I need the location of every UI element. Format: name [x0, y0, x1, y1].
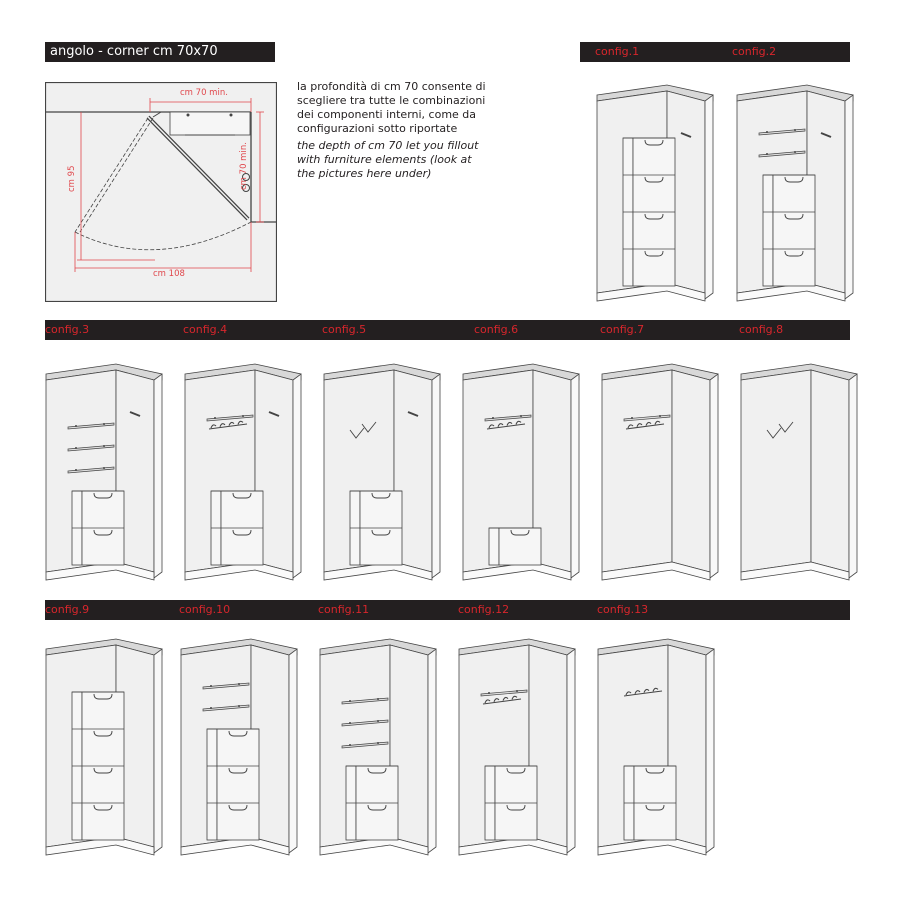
config-label: config.12 [458, 603, 510, 616]
config-illustration [596, 637, 716, 862]
config-label: config.9 [45, 603, 90, 616]
dimension-bottom: cm 108 [153, 269, 185, 279]
config-label: config.1 [595, 45, 640, 58]
config-illustration [183, 362, 303, 587]
config-header-bar [45, 320, 850, 340]
description-english: the depth of cm 70 let you fillout with furniture elements (look at the pictures here under) [297, 139, 479, 180]
description [297, 80, 487, 184]
config-illustration [44, 637, 164, 862]
config-header-bar [45, 600, 850, 620]
config-illustration [739, 362, 859, 587]
config-illustration [322, 362, 442, 587]
header-bar [45, 42, 275, 62]
config-label: config.3 [45, 323, 90, 336]
config-header-bar [580, 42, 850, 62]
config-label: config.6 [474, 323, 519, 336]
config-illustration [179, 637, 299, 862]
config-illustration [595, 83, 715, 308]
config-label: config.7 [600, 323, 645, 336]
config-illustration [318, 637, 438, 862]
page-title: angolo - corner cm 70x70 [50, 44, 218, 59]
config-label: config.4 [183, 323, 228, 336]
config-label: config.13 [597, 603, 649, 616]
config-label: config.5 [322, 323, 367, 336]
config-illustration [600, 362, 720, 587]
config-label: config.11 [318, 603, 370, 616]
corner-plan-diagram [45, 82, 277, 302]
config-label: config.8 [739, 323, 784, 336]
config-illustration [735, 83, 855, 308]
description-italian: la profondità di cm 70 consente di scegliere tra tutte le combinazioni dei componenti interni, come da configurazioni sotto riportate [297, 80, 486, 135]
config-label: config.10 [179, 603, 231, 616]
dimension-top: cm 70 min. [180, 88, 228, 98]
dimension-left: cm 95 [67, 165, 77, 192]
dimension-right: cm 70 min. [239, 142, 249, 190]
config-label: config.2 [732, 45, 777, 58]
config-illustration [457, 637, 577, 862]
config-illustration [461, 362, 581, 587]
config-illustration [44, 362, 164, 587]
